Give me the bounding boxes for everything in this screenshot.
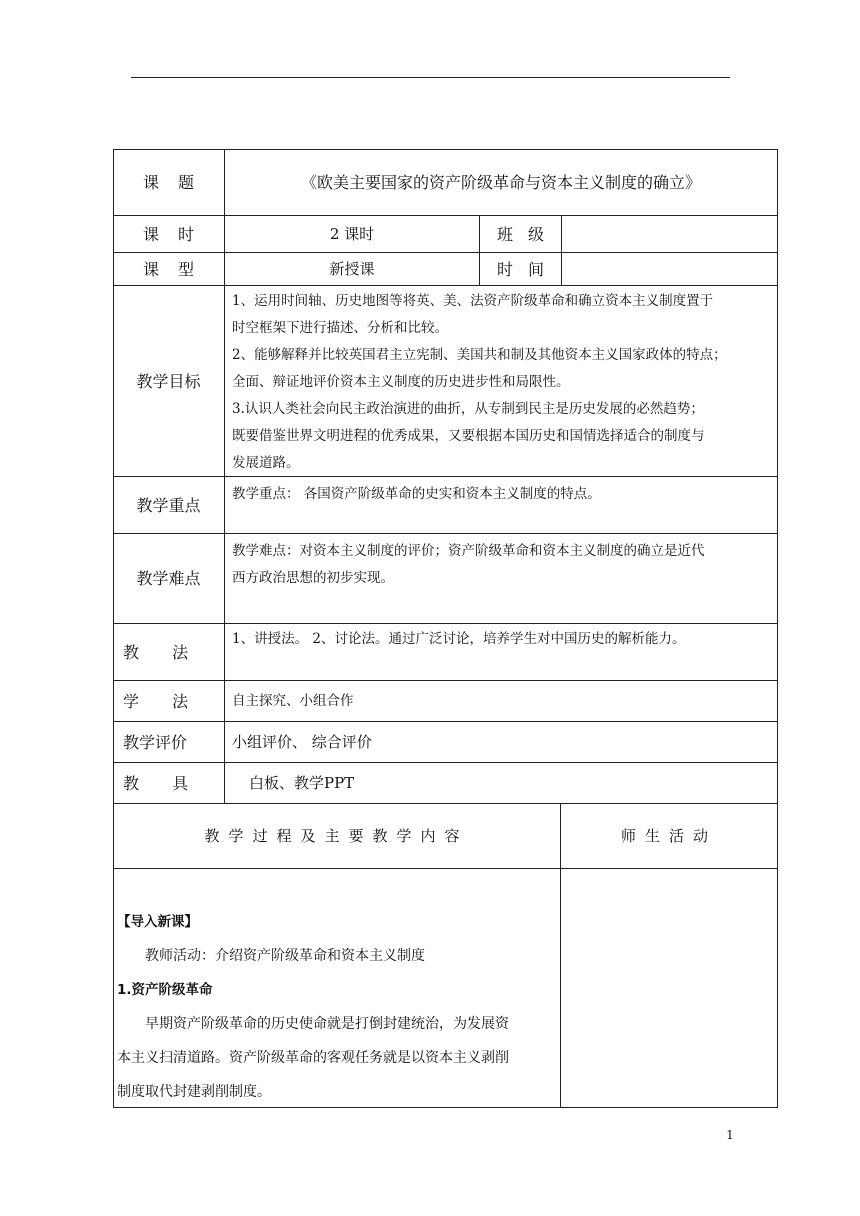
study-text: 自主探究、小组合作 [232,692,354,709]
method-text: 1、讲授法。 2、讨论法。通过广泛讨论，培养学生对中国历史的解析能力。 [232,631,686,647]
activity-content [561,869,777,1107]
section1-line: 本主义扫清道路。资产阶级革命的客观任务就是以资本主义剥削 [117,1050,509,1066]
activity-header: 师生活动 [620,826,717,845]
process-content [117,869,557,1107]
tools-text: 白板、教学PPT [249,773,355,792]
goals-text: 1、运用时间轴、历史地图等将英、美、法资产阶级革命和确立资本主义制度置于 时空框架下进行描述、分析和比较。 2、能够解释并比较英国君主立宪制、美国共和制及其他资本主义国家政体的特点； 全面、辩证地评价资本主义制度的历史进步性和局限性。 3.认识人类社会向民主政治演进的曲折，从专制到民主是历史发展的必然趋势； 既要借鉴世界文明进程的优秀成果，又要根据本国历史和国情选择适合的制度与 发展道路。 [232,293,727,471]
intro-heading: 【导入新课】 [117,914,198,930]
topic-value: 《欧美主要国家的资产阶级革命与资本主义制度的确立》 [300,172,701,192]
intro-text: 教师活动：介绍资产阶级革命和资本主义制度 [145,948,425,964]
type-label: 课 型 [142,259,195,279]
section1-line: 早期资产阶级革命的历史使命就是打倒封建统治，为发展资 [145,1016,509,1032]
hours-value: 2 课时 [329,224,375,243]
key-label: 教学重点 [136,495,201,515]
key-text: 教学重点： 各国资产阶级革命的史实和资本主义制度的特点。 [232,486,601,502]
section1-heading: 1.资产阶级革命 [117,982,213,998]
header-rule [131,77,730,78]
time-label: 时 间 [496,259,545,279]
class-value [562,216,777,252]
process-header: 教学过程及主要教学内容 [204,826,469,845]
tools-label: 教 具 [123,773,189,793]
section1-line: 制度取代封建剥削制度。 [117,1084,271,1100]
difficulty-text: 教学难点：对资本主义制度的评价；资产阶级革命和资本主义制度的确立是近代 西方政治思想的初步实现。 [232,543,705,586]
lesson-plan-table [113,149,778,1108]
type-value: 新授课 [329,259,375,278]
page-number: 1 [726,1128,734,1142]
eval-label: 教学评价 [123,732,188,752]
difficulty-label: 教学难点 [136,569,201,588]
method-label: 教 法 [123,642,189,662]
eval-text: 小组评价、 综合评价 [232,732,372,751]
topic-label: 课 题 [142,172,195,192]
study-label: 学 法 [123,691,189,711]
class-label: 班 级 [496,224,545,244]
goals-label: 教学目标 [136,371,201,391]
hours-label: 课 时 [142,224,195,244]
time-value [562,253,777,285]
